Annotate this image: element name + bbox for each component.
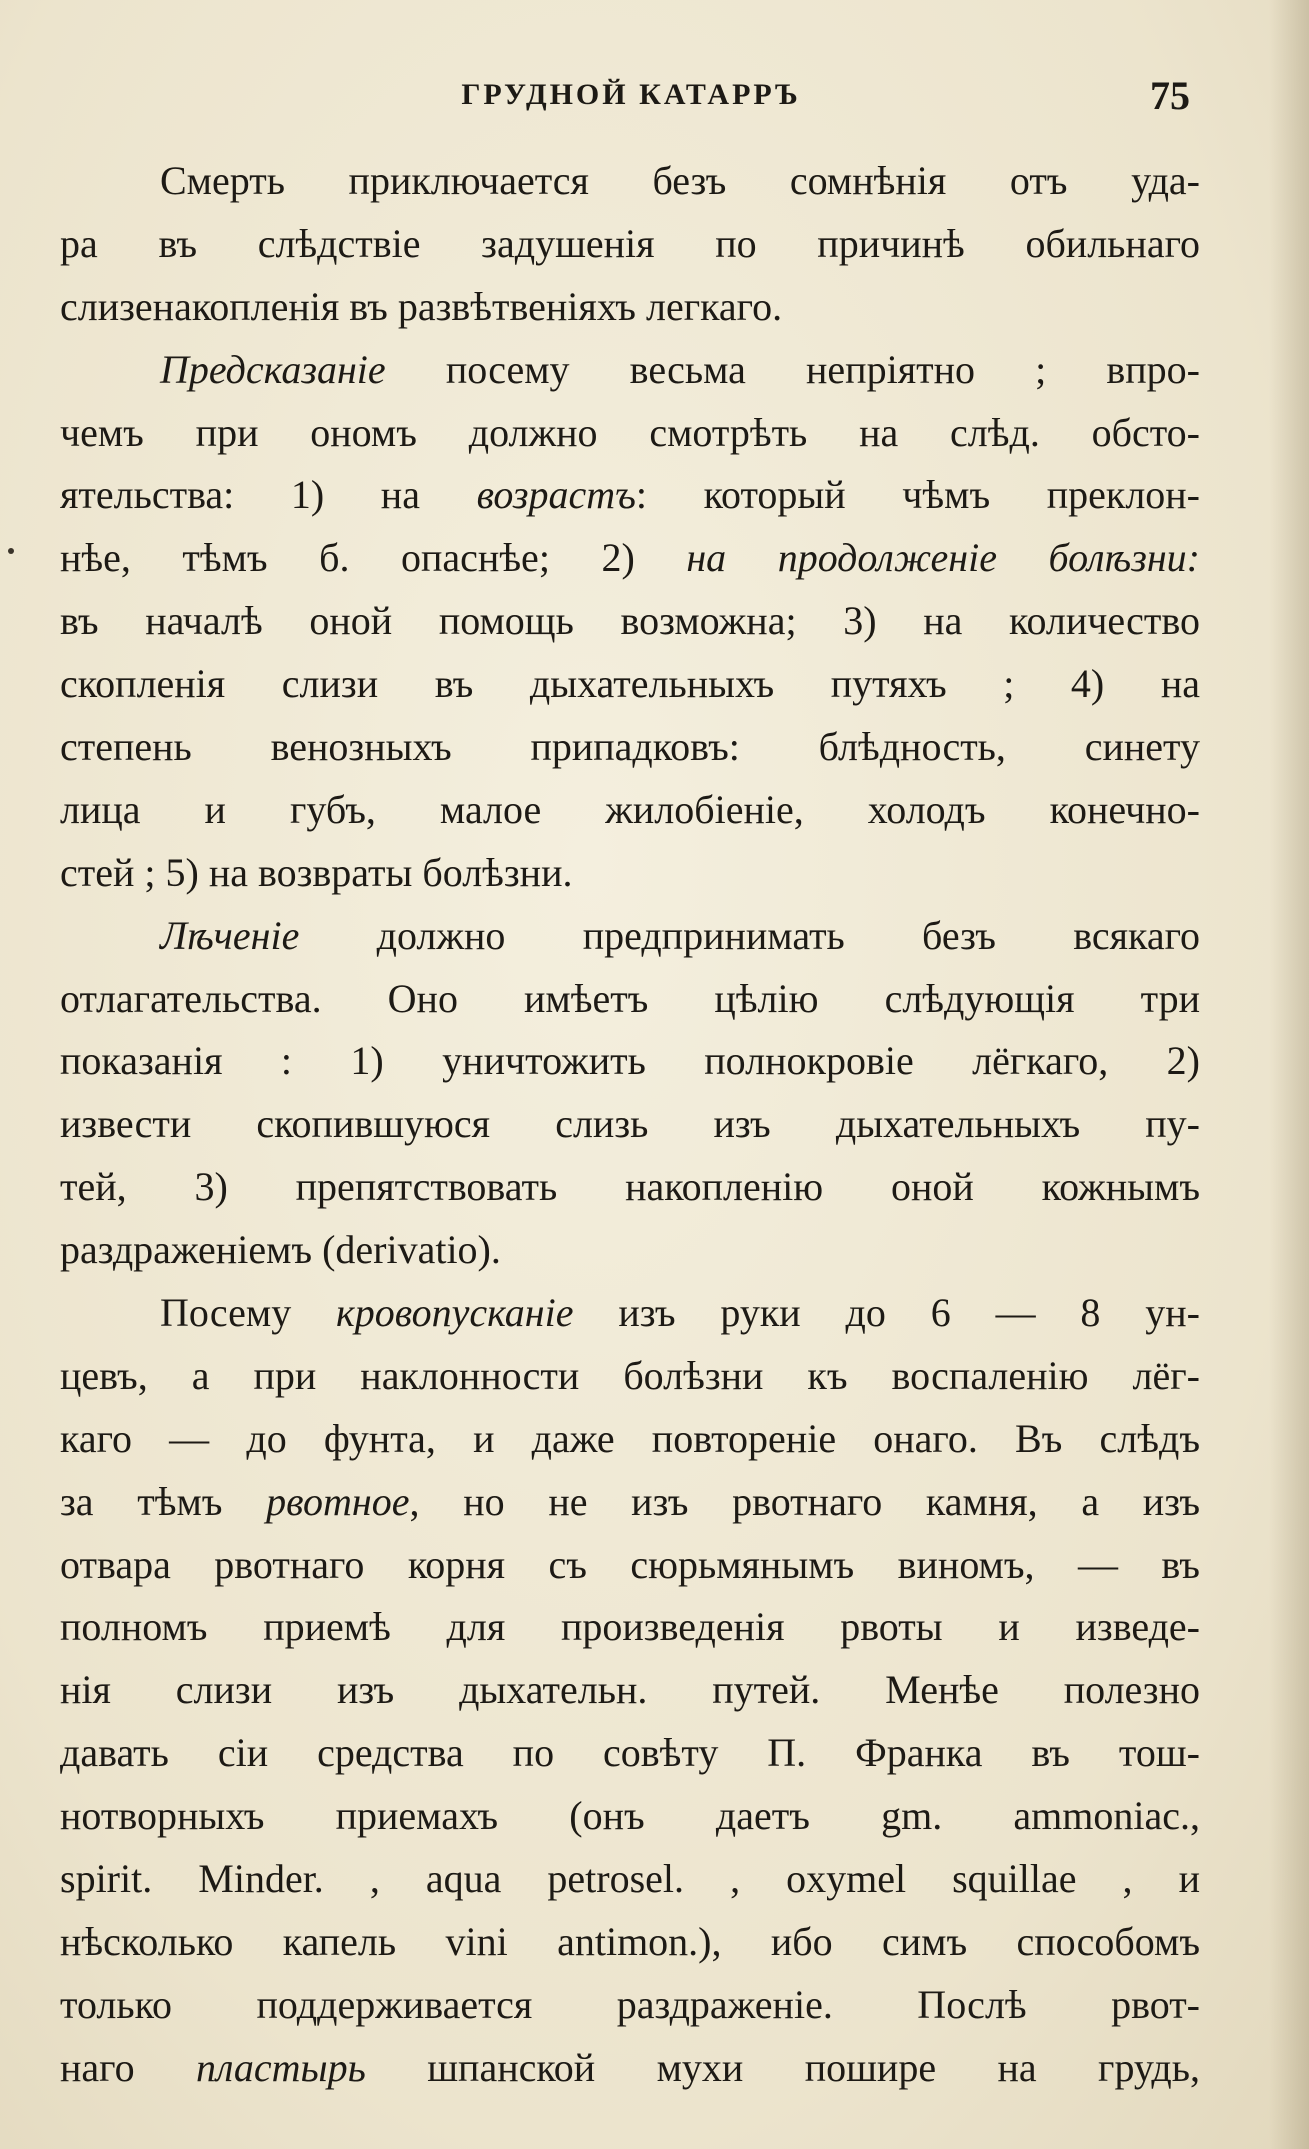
line-text: чемъ при ономъ должно смотрѣть на слѣд. обсто- [60,409,1200,455]
line-text: нотворныхъ приемахъ (онъ даетъ gm. ammoniac., [60,1793,1200,1839]
text-line [60,1848,1200,1911]
italic-term: кровопусканіе [336,1290,574,1336]
line-text: нѣе, тѣмъ б. опаснѣе; 2) [60,535,687,581]
line-text: Смерть приключается безъ сомнѣнія отъ уда- [160,158,1200,203]
line-text: извести скопившуюся слизь изъ дыхательныхъ пу- [60,1101,1200,1147]
line-text: въ началѣ оной помощь возможна; 3) на количество [60,598,1200,644]
italic-term: рвотное [266,1478,410,1524]
line-text: стей ; 5) на возвраты болѣзни. [60,849,573,895]
line-text: изъ руки до 6 — 8 ун- [573,1290,1200,1336]
text-line [60,968,1200,1031]
line-text: посему весьма непріятно ; впро- [385,346,1200,392]
line-text: только поддерживается раздраженіе. Послѣ рвот- [60,1981,1200,2027]
page-number: 75 [1150,73,1190,118]
line-text: : который чѣмъ преклон- [635,472,1200,518]
text-line [60,1659,1200,1722]
text-line [60,1471,1200,1534]
italic-term: возрастъ [476,472,636,518]
line-text: шпанской мухи пошире на грудь, [365,2044,1200,2090]
line-text: каго — до фунта, и даже повтореніе онаго. Въ слѣдъ [60,1415,1200,1461]
italic-term: Лѣченіе [160,912,300,958]
text-line [60,1785,1200,1848]
margin-dot [8,548,14,554]
text-line [60,1722,1200,1785]
line-text: нія слизи изъ дыхательн. путей. Менѣе полезно [60,1667,1200,1713]
text-line [60,213,1200,276]
line-text: полномъ приемѣ для произведенія рвоты и изведе- [60,1604,1200,1650]
text-line [60,590,1200,653]
line-text: показанія : 1) уничтожить полнокровіе лёгкаго, 2) [60,1038,1200,1084]
text-line [60,1093,1200,1156]
text-line [60,1974,1200,2037]
text-line [60,150,1200,213]
text-line [60,2037,1200,2100]
line-text: отвара рвотнаго корня съ сюрьмянымъ виномъ, — въ [60,1541,1200,1587]
line-text: скопленія слизи въ дыхательныхъ путяхъ ; 4) на [60,661,1200,707]
text-line [60,1596,1200,1659]
text-line [60,779,1200,842]
line-text: степень венозныхъ припадковъ: блѣдность, синету [60,724,1200,770]
text-line [60,905,1200,968]
line-text: ра въ слѣдствіе задушенія по причинѣ обильнаго [60,220,1200,266]
italic-term: на продолженіе болѣзни: [686,535,1200,581]
text-line [60,402,1200,465]
italic-term: Предсказаніе [160,346,386,392]
text-line [60,1534,1200,1597]
line-text: должно предпринимать безъ всякаго [299,912,1200,958]
line-text: Посему [160,1290,337,1336]
line-text: лица и губъ, малое жилобіеніе, холодъ конечно- [60,786,1200,832]
text-line [60,1345,1200,1408]
page-edge-shadow [1269,0,1309,2149]
line-text: нѣсколько капель vini antimon.), ибо симъ способомъ [60,1918,1200,1964]
body-text [60,150,1200,2100]
italic-term: пластырь [195,2044,366,2090]
text-line [60,339,1200,402]
text-line [60,464,1200,527]
text-line [60,1911,1200,1974]
running-title: ГРУДНОЙ КАТАРРЪ [461,78,801,111]
line-text: ятельства: 1) на [60,472,477,518]
text-line [60,1219,1200,1282]
line-text: давать сіи средства по совѣту П. Франка въ тош- [60,1730,1200,1776]
line-text: раздраженіемъ (derivatio). [60,1227,501,1273]
line-text: отлагательства. Оно имѣетъ цѣлію слѣдующія три [60,975,1200,1021]
text-line [60,716,1200,779]
line-text: spirit. Minder. , aqua petrosel. , oxymel squillae , и [60,1856,1200,1902]
text-line [60,653,1200,716]
text-line [60,1156,1200,1219]
text-line [60,276,1200,339]
running-head [62,72,1200,118]
text-line [60,1030,1200,1093]
line-text: наго [60,2044,196,2090]
text-line [60,1282,1200,1345]
line-text: слизенакопленія въ развѣтвеніяхъ легкаго. [60,283,783,329]
line-text: , но не изъ рвотнаго камня, а изъ [409,1478,1200,1524]
line-text: цевъ, а при наклонности болѣзни къ воспаленію лёг- [60,1352,1200,1398]
line-text: тей, 3) препятствовать накопленію оной кожнымъ [60,1164,1200,1210]
text-line [60,1408,1200,1471]
text-line [60,842,1200,905]
line-text: за тѣмъ [60,1478,267,1524]
text-line [60,527,1200,590]
